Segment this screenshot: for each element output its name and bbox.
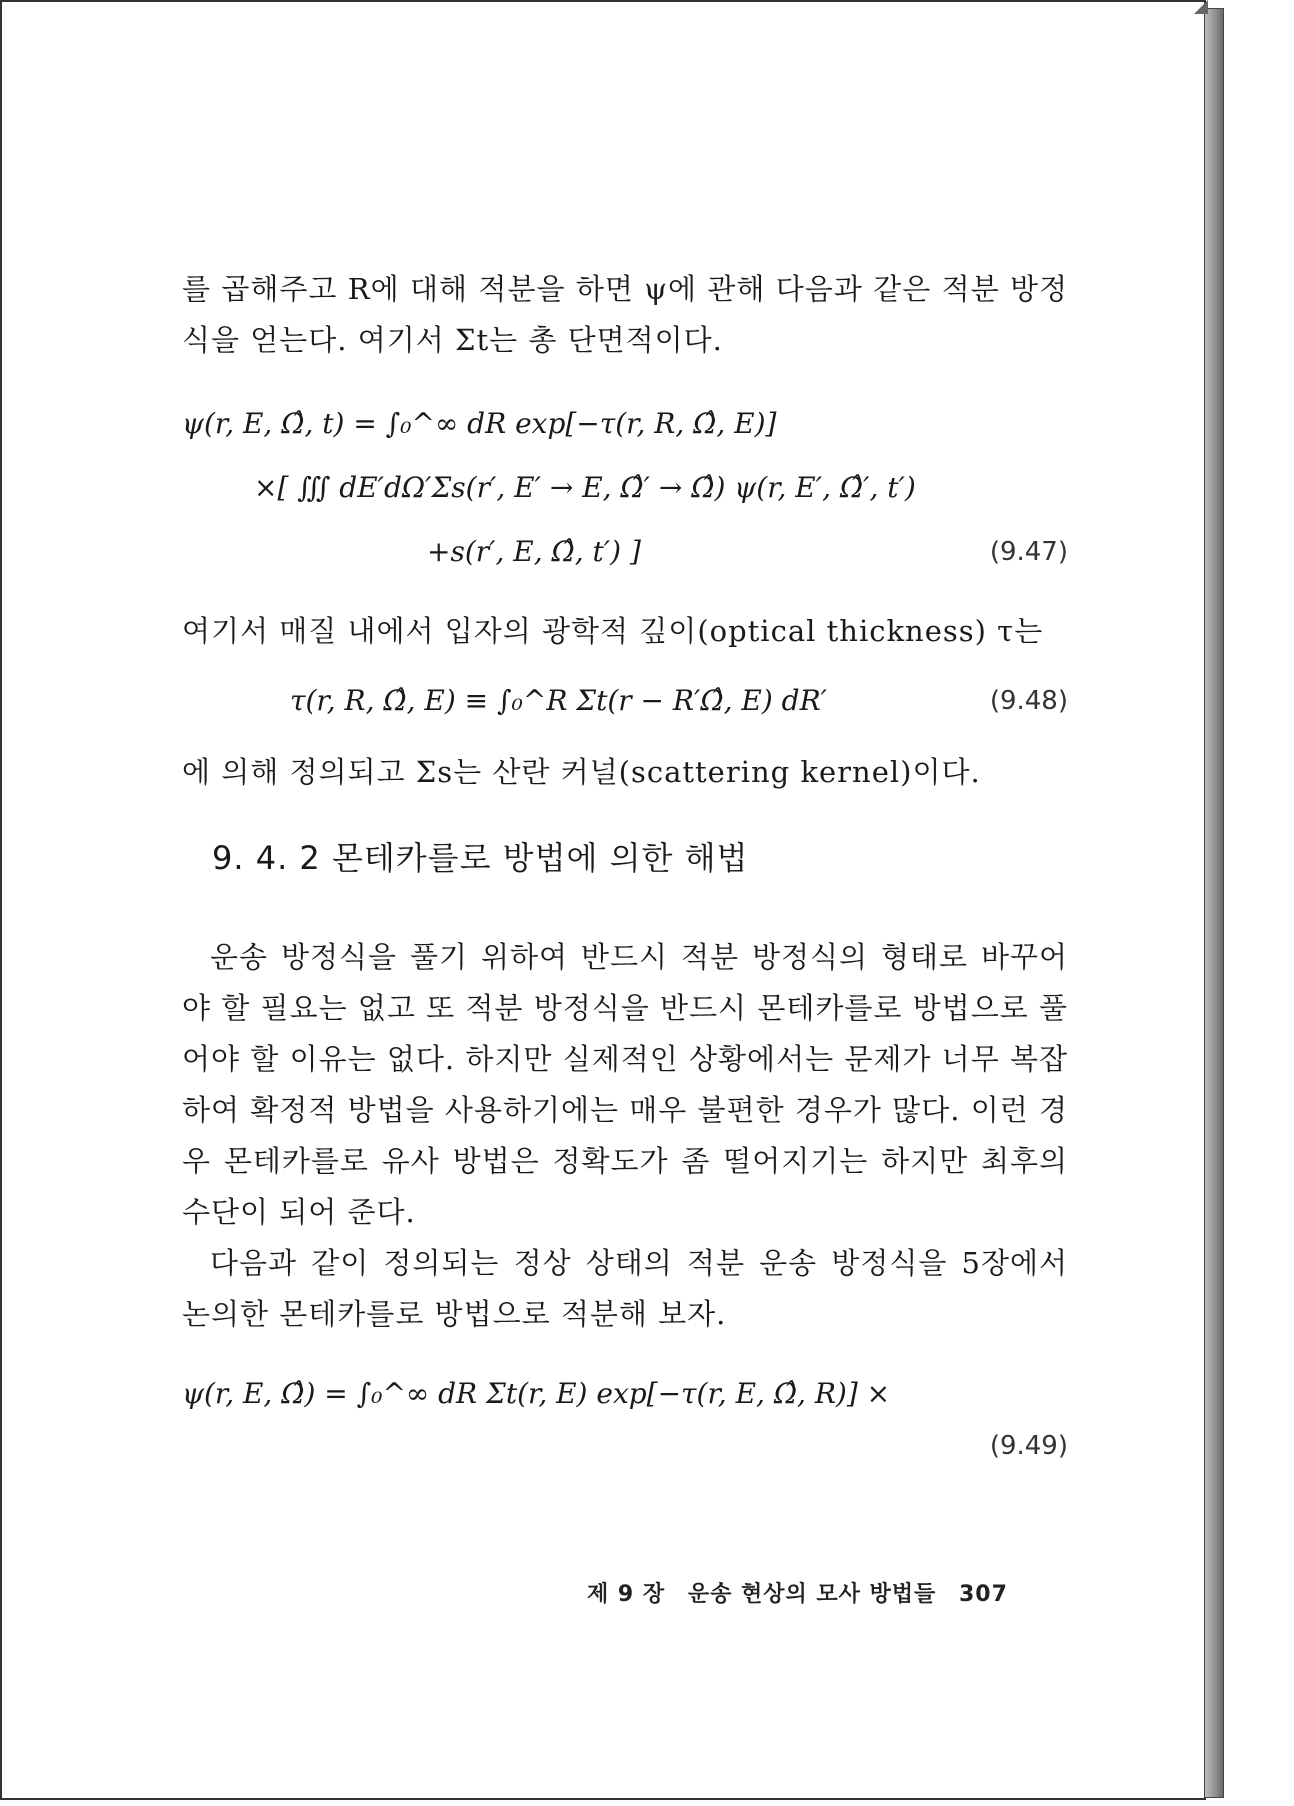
paragraph: 여기서 매질 내에서 입자의 광학적 깊이(optical thickness) τ는	[182, 614, 1044, 648]
paragraph: 다음과 같이 정의되는 정상 상태의 적분 운송 방정식을 5장에서 논의한 몬테카를로 방법으로 적분해 보자.	[182, 1246, 1068, 1331]
chapter-label: 제 9 장	[587, 1582, 666, 1607]
paragraph: 운송 방정식을 풀기 위하여 반드시 적분 방정식의 형태로 바꾸어야 할 필요는 없고 또 적분 방정식을 반드시 몬테카를로 방법으로 풀어야 할 이유는 없다. 하지만 실제적인 상황에서는 문제가 너무 복잡하여 확정적 방법을 사용하기에는 매우 불편한 경우가 많다. 이런 경우 몬테카를로 유사 방법은 정확도가 좀 떨어지기는 하지만 최후의 수단이 되어 준다.	[182, 940, 1068, 1229]
paragraph: 에 의해 정의되고 Σs는 산란 커널(scattering kernel)이다.	[182, 755, 981, 789]
equation-line: ×[ ∭ dE′dΩ′Σs(r′, E′ → E, Ω̂′ → Ω̂) ψ(r, E′, Ω̂′, t′)	[254, 471, 916, 504]
equation-line: +s(r′, E, Ω̂, t′) ]	[427, 535, 641, 568]
chapter-title: 운송 현상의 모사 방법들	[687, 1582, 937, 1607]
equation-line: ψ(r, E, Ω̂) = ∫₀^∞ dR Σt(r, E) exp[−τ(r, E, Ω̂, R)] ×	[182, 1377, 891, 1410]
equation-line: ψ(r, E, Ω̂, t) = ∫₀^∞ dR exp[−τ(r, R, Ω̂, E)]	[182, 407, 777, 440]
equation-number: (9.47)	[989, 537, 1068, 567]
section-heading: 9. 4. 2 몬테카를로 방법에 의한 해법	[212, 839, 749, 877]
page-content	[182, 264, 1068, 1466]
page-footer	[587, 1577, 1022, 1608]
book-edge-corner	[1194, 0, 1208, 14]
equation-9-48	[182, 669, 1068, 733]
equation-number: (9.49)	[989, 1431, 1068, 1461]
equation-9-49	[182, 1362, 1068, 1466]
page-number: 307	[958, 1582, 1008, 1607]
equation-number: (9.48)	[989, 686, 1068, 716]
equation-9-47	[182, 392, 1068, 584]
book-edge	[1204, 8, 1224, 1798]
equation-line: τ(r, R, Ω̂, E) ≡ ∫₀^R Σt(r − R′Ω̂, E) dR′	[290, 684, 828, 717]
paragraph: 를 곱해주고 R에 대해 적분을 하면 ψ에 관해 다음과 같은 적분 방정식을 얻는다. 여기서 Σt는 총 단면적이다.	[182, 272, 1068, 357]
